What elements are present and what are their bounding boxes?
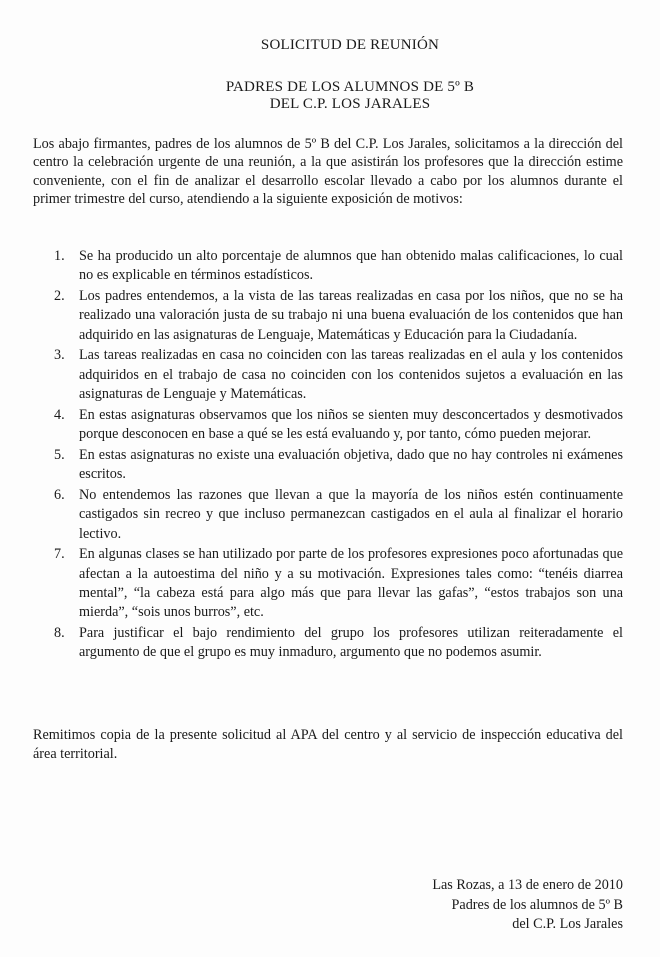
motive-item-7 <box>54 545 623 622</box>
signature-line-2: Padres de los alumnos de 5º B <box>451 896 623 913</box>
motive-text: En estas asignaturas no existe una evaluación objetiva, dado que no hay controles ni exámenes escritos. <box>79 446 623 483</box>
signature-block <box>432 876 623 935</box>
document-title: SOLICITUD DE REUNIÓN <box>260 37 440 53</box>
motive-text: Se ha producido un alto porcentaje de alumnos que han obtenido malas calificaciones, lo cual no es explicable en términos estadísticos. <box>79 248 623 284</box>
signature-line-3: del C.P. Los Jarales <box>512 916 623 932</box>
motive-text: En estas asignaturas observamos que los niños se sienten muy desconcertados y desmotivados porque desconocen en base a qué se les está evaluando y, por tanto, cómo pueden mejorar. <box>79 406 623 443</box>
motive-item-2 <box>54 287 623 345</box>
intro-paragraph: Los abajo firmantes, padres de los alumnos de 5º B del C.P. Los Jarales, solicitamos a la dirección del centro la celebración urgente de una reunión, a la que asistirán los profesores que la dirección estime conveniente, con el fin de analizar el desarrollo escolar llevado a cabo por los alumnos durante el primer trimestre del curso, atendiendo a la siguiente exposición de motivos: <box>33 136 623 207</box>
motive-text: Para justificar el bajo rendimiento del grupo los profesores utilizan reiteradamente el argumento de que el grupo es muy inmaduro, argumento que no podemos asumir. <box>79 625 623 661</box>
signature-place-date: Las Rozas, a 13 de enero de 2010 <box>432 877 623 893</box>
motive-number: 5. <box>54 446 65 463</box>
motive-number: 6. <box>54 487 65 504</box>
closing-paragraph: Remitimos copia de la presente solicitud al APA del centro y al servicio de inspección educativa del área territorial. <box>33 727 623 762</box>
motive-number: 8. <box>54 625 65 642</box>
motive-item-1 <box>54 247 623 286</box>
motive-item-6 <box>54 486 623 544</box>
document-subtitle-line1: PADRES DE LOS ALUMNOS DE 5º B <box>225 79 475 95</box>
motive-item-4 <box>54 406 623 445</box>
motive-number: 3. <box>54 347 65 364</box>
motive-item-3 <box>54 346 623 404</box>
motive-number: 2. <box>54 288 65 305</box>
motive-text: No entendemos las razones que llevan a que la mayoría de los niños estén continuamente castigados sin recreo y que incluso permanezcan castigados en el aula al finalizar el horario lectivo. <box>79 487 623 542</box>
motive-text: Los padres entendemos, a la vista de las tareas realizadas en casa por los niños, que no se ha realizado una valoración justa de su trabajo ni una buena evaluación de los contenidos que han adquirido en las asignaturas de Lenguaje, Matemáticas y Educación para la Ciudadanía. <box>79 288 623 343</box>
motive-number: 4. <box>54 406 65 423</box>
motive-number: 1. <box>54 248 65 264</box>
motive-text: Las tareas realizadas en casa no coinciden con las tareas realizadas en el aula y los contenidos adquiridos en el trabajo de casa no coinciden con los contenidos sujetos a evaluación en las asignaturas de Lenguaje y Matemáticas. <box>79 347 623 403</box>
motive-item-8 <box>54 624 623 663</box>
motive-text: En algunas clases se han utilizado por parte de los profesores expresiones poco afortunadas que afectan a la autoestima del niño y a su motivación. Expresiones tales como: “tenéis diarrea mental”, “la cabeza está para algo más que para llevar las gafas”, “estos trabajos son una mierda”, “sois unos burros”, etc. <box>79 546 623 621</box>
motive-item-5 <box>54 446 623 485</box>
motives-list <box>54 247 623 664</box>
document-subtitle-line2: DEL C.P. LOS JARALES <box>269 96 431 112</box>
motive-number: 7. <box>54 546 65 563</box>
